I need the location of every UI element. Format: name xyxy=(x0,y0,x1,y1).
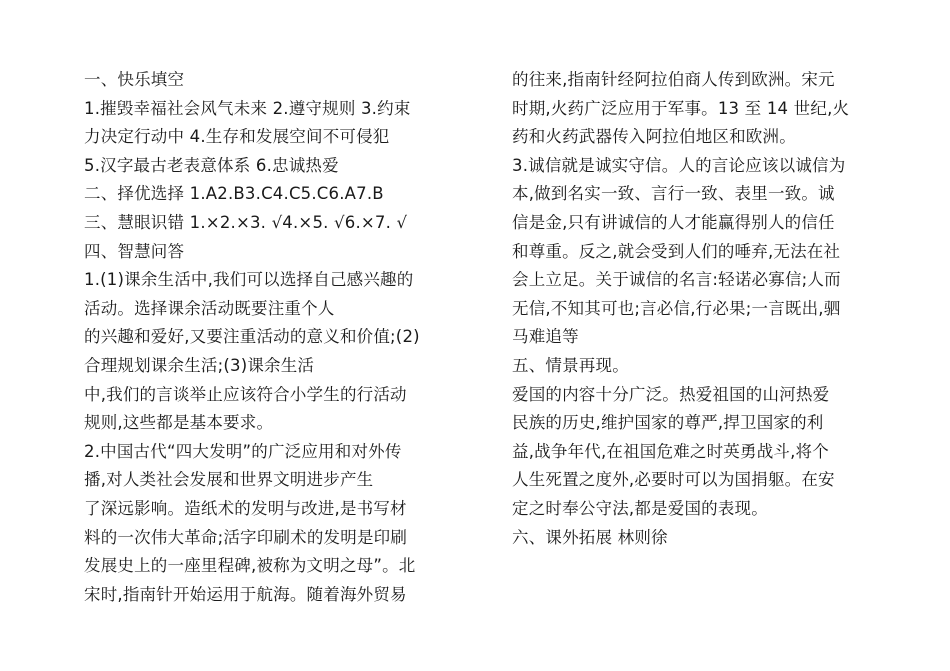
text-line: 定之时奉公守法,都是爱国的表现。 xyxy=(512,498,768,518)
text-line: 五、情景再现。 xyxy=(512,355,629,375)
text-line: 宋时,指南针开始运用于航海。随着海外贸易 xyxy=(84,584,407,604)
text-line: 活动。选择课余活动既要注重个人 xyxy=(84,298,335,318)
text-line: 会上立足。关于诚信的名言:轻诺必寡信;人而 xyxy=(512,270,841,290)
text-line: 爱国的内容十分广泛。热爱祖国的山河热爱 xyxy=(512,384,830,404)
text-line: 马难追等 xyxy=(512,327,579,347)
text-line: 料的一次伟大革命;活字印刷术的发明是印刷 xyxy=(84,527,408,547)
text-line: 本,做到名实一致、言行一致、表里一致。诚 xyxy=(512,184,835,204)
text-line: 药和火药武器传入阿拉伯地区和欧洲。 xyxy=(512,127,796,147)
text-line: 5.汉字最古老表意体系 6.忠诚热爱 xyxy=(84,155,339,175)
text-line: 民族的历史,维护国家的尊严,捍卫国家的利 xyxy=(512,413,824,433)
text-line: 规则,这些都是基本要求。 xyxy=(84,413,274,433)
text-line: 3.诚信就是诚实守信。人的言论应该以诚信为 xyxy=(512,155,846,175)
text-line: 的往来,指南针经阿拉伯商人传到欧洲。宋元 xyxy=(512,70,835,89)
text-line: 2.中国古代“四大发明”的广泛应用和对外传 xyxy=(84,441,402,461)
text-line: 人生死置之度外,必要时可以为国捐躯。在安 xyxy=(512,470,835,490)
text-line: 了深远影响。造纸术的发明与改进,是书写材 xyxy=(84,498,407,518)
text-line: 1.(1)课余生活中,我们可以选择自己感兴趣的 xyxy=(84,270,414,290)
text-line: 二、择优选择 1.A2.B3.C4.C5.C6.A7.B xyxy=(84,184,384,204)
text-line: 1.摧毁幸福社会风气未来 2.遵守规则 3.约束 xyxy=(84,98,411,118)
left-column xyxy=(84,66,456,609)
text-line: 益,战争年代,在祖国危难之时英勇战斗,将个 xyxy=(512,441,829,461)
text-line: 一、快乐填空 xyxy=(84,70,185,89)
text-line: 力决定行动中 4.生存和发展空间不可侵犯 xyxy=(84,127,390,147)
text-line: 合理规划课余生活;(3)课余生活 xyxy=(84,355,315,375)
text-line: 三、慧眼识错 1.×2.×3. √4.×5. √6.×7. √ xyxy=(84,212,408,232)
text-line: 播,对人类社会发展和世界文明进步产生 xyxy=(84,470,374,490)
text-line: 的兴趣和爱好,又要注重活动的意义和价值;(2) xyxy=(84,327,420,347)
text-line: 六、课外拓展 林则徐 xyxy=(512,527,668,547)
right-column xyxy=(512,66,884,552)
text-line: 无信,不知其可也;言必信,行必果;一言既出,驷 xyxy=(512,298,841,318)
text-line: 时期,火药广泛应用于军事。13 至 14 世纪,火 xyxy=(512,98,850,118)
text-line: 四、智慧问答 xyxy=(84,241,185,261)
text-line: 和尊重。反之,就会受到人们的唾弃,无法在社 xyxy=(512,241,841,261)
text-line: 中,我们的言谈举止应该符合小学生的行活动 xyxy=(84,384,407,404)
text-line: 发展史上的一座里程碑,被称为文明之母”。北 xyxy=(84,556,416,576)
text-line: 信是金,只有讲诚信的人才能赢得别人的信任 xyxy=(512,212,835,232)
